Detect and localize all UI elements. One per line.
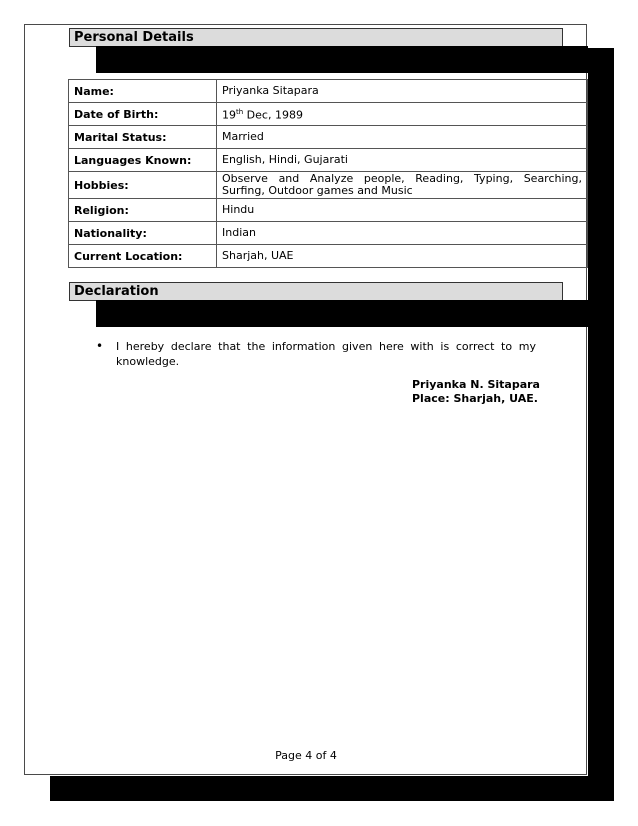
table-row [69, 126, 588, 149]
row-label: Name: [69, 80, 217, 103]
row-value: English, Hindi, Gujarati [217, 149, 588, 172]
table-row [69, 222, 588, 245]
table-row [69, 80, 588, 103]
row-value: Indian [217, 222, 588, 245]
bullet-icon: • [96, 339, 104, 353]
declaration-text: I hereby declare that the information given here with is correct to my knowledge. [116, 340, 536, 368]
row-value: Hindu [217, 199, 588, 222]
dob-suffix: th [236, 108, 244, 117]
signature-place: Place: Sharjah, UAE. [412, 392, 538, 405]
dob-day: 19 [222, 108, 236, 122]
section-heading-declaration: Declaration [69, 282, 563, 301]
page-number: Page 4 of 4 [275, 749, 337, 762]
row-value: Priyanka Sitapara [217, 80, 588, 103]
signature-block [412, 378, 540, 406]
declaration-statement [96, 339, 536, 369]
page-shadow-right [588, 48, 614, 801]
table-row [69, 172, 588, 199]
row-label: Hobbies: [69, 172, 217, 199]
table-row [69, 199, 588, 222]
row-label: Date of Birth: [69, 103, 217, 126]
row-value: Observe and Analyze people, Reading, Typing, Searching, Surfing, Outdoor games and Music [217, 172, 588, 199]
page-shadow-bottom [50, 776, 614, 801]
section-heading-personal-details: Personal Details [69, 28, 563, 47]
section-bar-personal-details [96, 46, 588, 73]
table-row [69, 103, 588, 126]
section-bar-declaration [96, 300, 588, 327]
personal-details-table [68, 79, 588, 268]
row-label: Current Location: [69, 245, 217, 268]
row-value-dob [217, 103, 588, 126]
row-value: Married [217, 126, 588, 149]
signature-name: Priyanka N. Sitapara [412, 378, 540, 391]
row-value: Sharjah, UAE [217, 245, 588, 268]
row-label: Languages Known: [69, 149, 217, 172]
table-row [69, 245, 588, 268]
dob-rest: Dec, 1989 [243, 108, 303, 122]
row-label: Marital Status: [69, 126, 217, 149]
row-label: Religion: [69, 199, 217, 222]
row-label: Nationality: [69, 222, 217, 245]
table-row [69, 149, 588, 172]
